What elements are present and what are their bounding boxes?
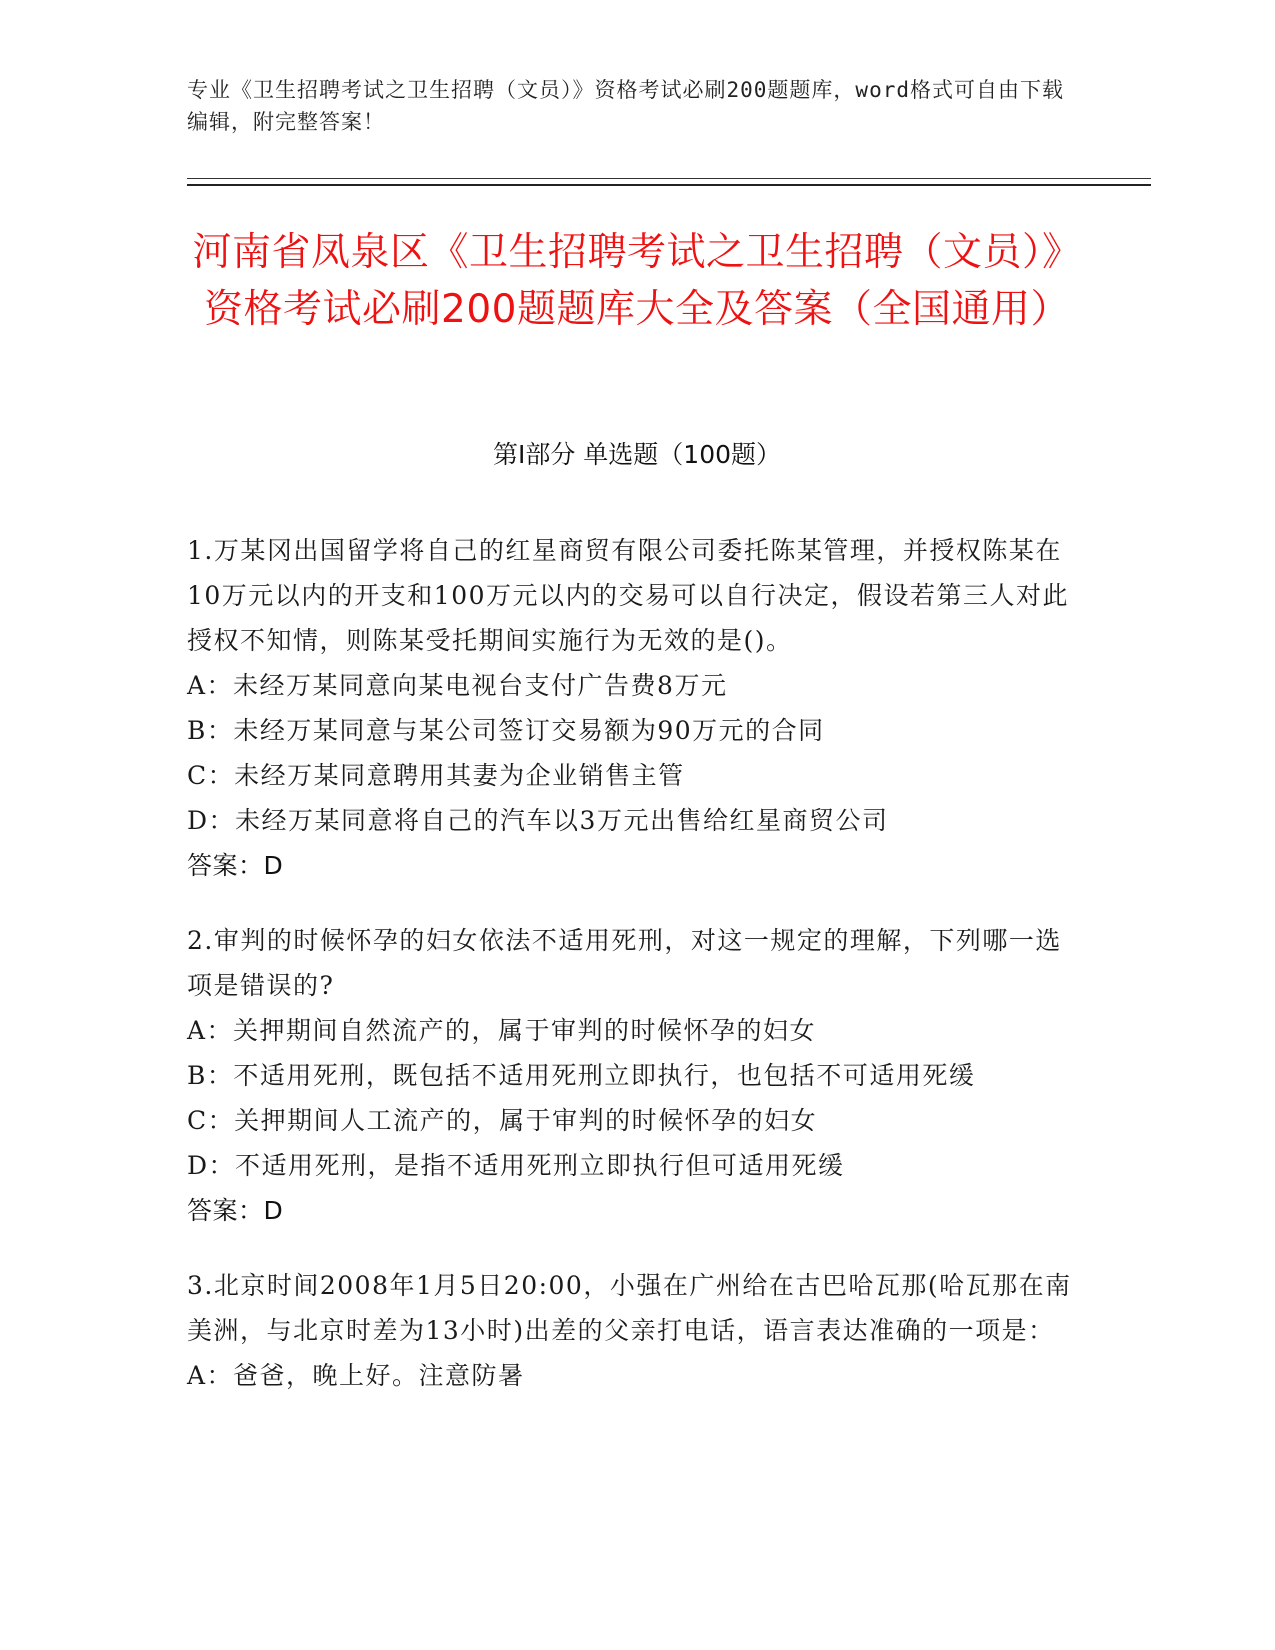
header-note: 专业《卫生招聘考试之卫生招聘（文员）》资格考试必刷200题题库，word格式可自由下载编辑，附完整答案！ (187, 78, 1064, 134)
question-stem: 1.万某冈出国留学将自己的红星商贸有限公司委托陈某管理，并授权陈某在10万元以内的开支和100万元以内的交易可以自行决定，假设若第三人对此授权不知情，则陈某受托期间实施行为无效的是()。 (187, 536, 1070, 655)
option-a: A：未经万某同意向某电视台支付广告费8万元 (187, 671, 728, 700)
section-title: 第Ⅰ部分 单选题（100题） (492, 440, 782, 469)
option-a: A：爸爸，晚上好。注意防暑 (187, 1361, 525, 1390)
option-d: D：未经万某同意将自己的汽车以3万元出售给红星商贸公司 (187, 806, 889, 835)
option-c: C：关押期间人工流产的，属于审判的时候怀孕的妇女 (187, 1106, 818, 1135)
answer-label: 答案：D (187, 851, 284, 880)
option-b: B：未经万某同意与某公司签订交易额为90万元的合同 (187, 716, 825, 745)
header-divider-thin (187, 178, 1151, 179)
question-1 (187, 528, 1087, 888)
question-list (187, 528, 1087, 1428)
question-3 (187, 1263, 1087, 1398)
option-a: A：关押期间自然流产的，属于审判的时候怀孕的妇女 (187, 1016, 817, 1045)
question-stem: 3.北京时间2008年1月5日20:00，小强在广州给在古巴哈瓦那(哈瓦那在南美洲，与北京时差为13小时)出差的父亲打电话，语言表达准确的一项是： (187, 1271, 1072, 1345)
header-divider-thick (187, 184, 1151, 186)
document-title: 河南省凤泉区《卫生招聘考试之卫生招聘（文员）》资格考试必刷200题题库大全及答案（全国通用） (192, 230, 1082, 332)
answer-label: 答案：D (187, 1196, 284, 1225)
question-stem: 2.审判的时候怀孕的妇女依法不适用死刑，对这一规定的理解，下列哪一选项是错误的? (187, 926, 1062, 1000)
question-2 (187, 918, 1087, 1233)
option-c: C：未经万某同意聘用其妻为企业销售主管 (187, 761, 685, 790)
option-d: D：不适用死刑，是指不适用死刑立即执行但可适用死缓 (187, 1151, 845, 1180)
option-b: B：不适用死刑，既包括不适用死刑立即执行，也包括不可适用死缓 (187, 1061, 976, 1090)
